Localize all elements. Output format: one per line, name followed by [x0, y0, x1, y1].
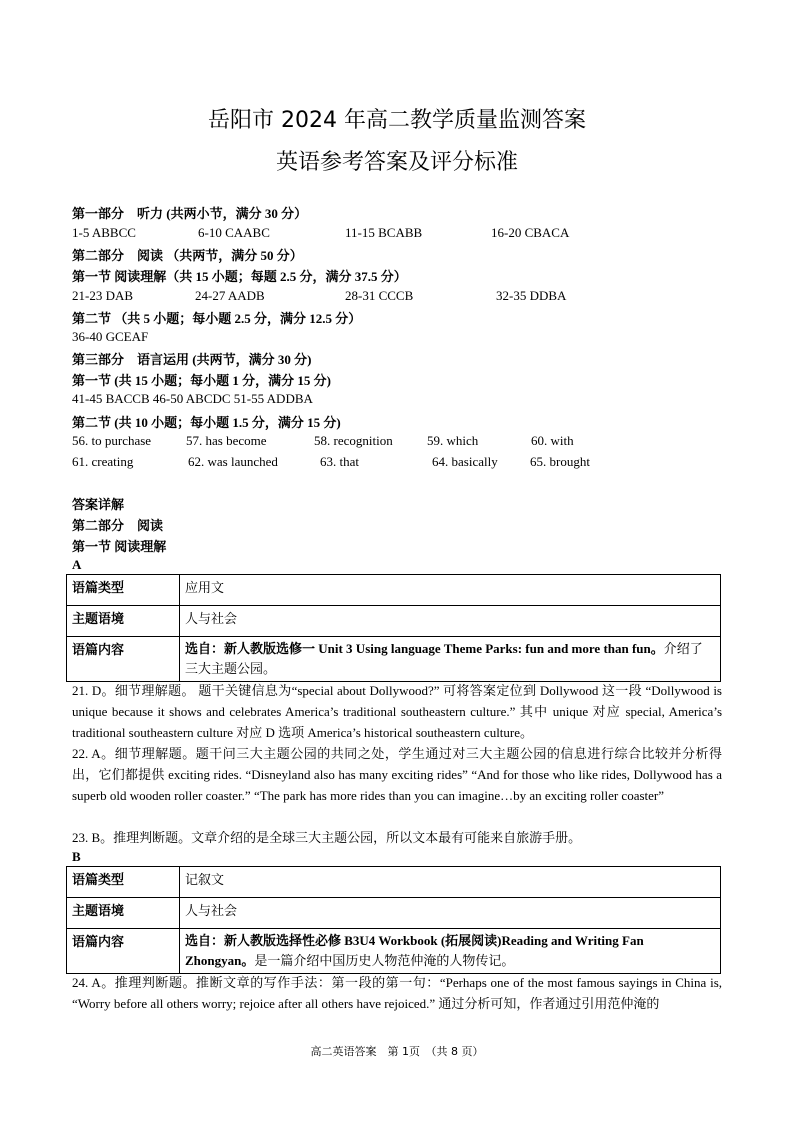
details-section: 第一节 阅读理解 [72, 539, 167, 554]
page-footer: 高二英语答案 第 1页 （共 8 页） [310, 1045, 484, 1058]
details-heading: 答案详解 [72, 497, 125, 512]
part2-sec2-answers: 36-40 GCEAF [72, 329, 149, 344]
answer-59: 59. which [427, 433, 479, 448]
passage-b-theme-value: 人与社会 [180, 898, 721, 929]
part2-sec1-group-4: 32-35 DDBA [496, 288, 567, 303]
passage-a-type-value: 应用文 [180, 575, 721, 606]
answer-65: 65. brought [530, 454, 590, 469]
part2-sec1-group-2: 24-27 AADB [195, 288, 265, 303]
passage-b-label: B [72, 849, 81, 864]
part3-sec1-answers: 41-45 BACCB 46-50 ABCDC 51-55 ADDBA [72, 391, 313, 406]
answer-63: 63. that [320, 454, 359, 469]
page-title: 岳阳市 2024 年高二教学质量监测答案 [208, 108, 586, 133]
answer-24-explanation: 24. A。推理判断题。推断文章的写作手法：第一段的第一句：“Perhaps one of the most famous sayings in China is, “Worry before all others worry; rejoice after all others have rejoiced.” 通过分析可知，作者通过引用范仲淹的 [72, 975, 722, 1011]
part1-group-4: 16-20 CBACA [491, 225, 570, 240]
passage-b-theme-key: 主题语境 [67, 898, 180, 929]
answer-60: 60. with [531, 433, 574, 448]
passage-a-label: A [72, 557, 82, 572]
answer-23-explanation: 23. B。推理判断题。文章介绍的是全球三大主题公园，所以文本最有可能来自旅游手册。 [72, 830, 582, 845]
answer-64: 64. basically [432, 454, 498, 469]
passage-a-content-key: 语篇内容 [67, 637, 180, 682]
answer-58: 58. recognition [314, 433, 393, 448]
passage-b-content-key: 语篇内容 [67, 929, 180, 974]
answer-61: 61. creating [72, 454, 134, 469]
part2-heading: 第二部分 阅读 （共两节，满分 50 分） [72, 248, 303, 263]
answer-56: 56. to purchase [72, 433, 152, 448]
part2-sec2-heading: 第二节 （共 5 小题；每小题 2.5 分，满分 12.5 分） [72, 311, 362, 326]
passage-b-source: 选自：新人教版选择性必修 B3U4 Workbook (拓展阅读)Reading and Writing Fan Zhongyan。 [185, 933, 644, 968]
answer-57: 57. has become [186, 433, 267, 448]
passage-b-type-value: 记叙文 [180, 867, 721, 898]
answer-22-explanation: 22. A。细节理解题。题干问三大主题公园的共同之处，学生通过对三大主题公园的信息进行综合比较并分析得出，它们都提供 exciting rides. “Disneyland also has many exciting rides” “And for those who like rides, Dollywood has a superb old wooden roller coaster.” “The park has more rides than you can imagine…by an exciting roller coaster” [72, 746, 722, 803]
passage-b-content-value [180, 929, 721, 974]
part3-sec1-heading: 第一节 (共 15 小题；每小题 1 分，满分 15 分) [72, 373, 331, 388]
part3-heading: 第三部分 语言运用 (共两节，满分 30 分) [72, 352, 312, 367]
part1-group-1: 1-5 ABBCC [72, 225, 136, 240]
passage-b-type-key: 语篇类型 [67, 867, 180, 898]
part2-sec1-heading: 第一节 阅读理解（共 15 小题；每题 2.5 分，满分 37.5 分） [72, 269, 407, 284]
passage-a-type-key: 语篇类型 [67, 575, 180, 606]
passage-b-summary: 是一篇介绍中国历史人物范仲淹的人物传记。 [254, 953, 515, 968]
details-part: 第二部分 阅读 [72, 518, 164, 533]
passage-a-source: 选自：新人教版选修一 Unit 3 Using language Theme Parks: fun and more than fun。 [185, 641, 664, 656]
passage-a-theme-key: 主题语境 [67, 606, 180, 637]
part2-sec1-group-1: 21-23 DAB [72, 288, 134, 303]
page-subtitle: 英语参考答案及评分标准 [275, 150, 518, 175]
passage-a-content-value [180, 637, 721, 682]
answer-62: 62. was launched [188, 454, 278, 469]
passage-a-theme-value: 人与社会 [180, 606, 721, 637]
part1-group-3: 11-15 BCABB [345, 225, 423, 240]
passage-a-summary: 介绍了三大主题公园。 [185, 641, 703, 676]
passage-b-table [66, 866, 721, 974]
part1-group-2: 6-10 CAABC [198, 225, 270, 240]
passage-a-table [66, 574, 721, 682]
part3-sec2-heading: 第二节 (共 10 小题；每小题 1.5 分，满分 15 分) [72, 415, 341, 430]
part1-heading: 第一部分 听力 (共两小节，满分 30 分） [72, 206, 308, 221]
answer-21-explanation: 21. D。细节理解题。 题干关键信息为“special about Dollywood?” 可将答案定位到 Dollywood 这一段 “Dollywood is unique because it shows and celebrates America’s traditional southeastern culture.” 其中 unique 对应 special, America’s traditional southeastern culture 对应 D 选项 America’s historical southeastern culture。 [72, 683, 722, 740]
part2-sec1-group-3: 28-31 CCCB [345, 288, 414, 303]
